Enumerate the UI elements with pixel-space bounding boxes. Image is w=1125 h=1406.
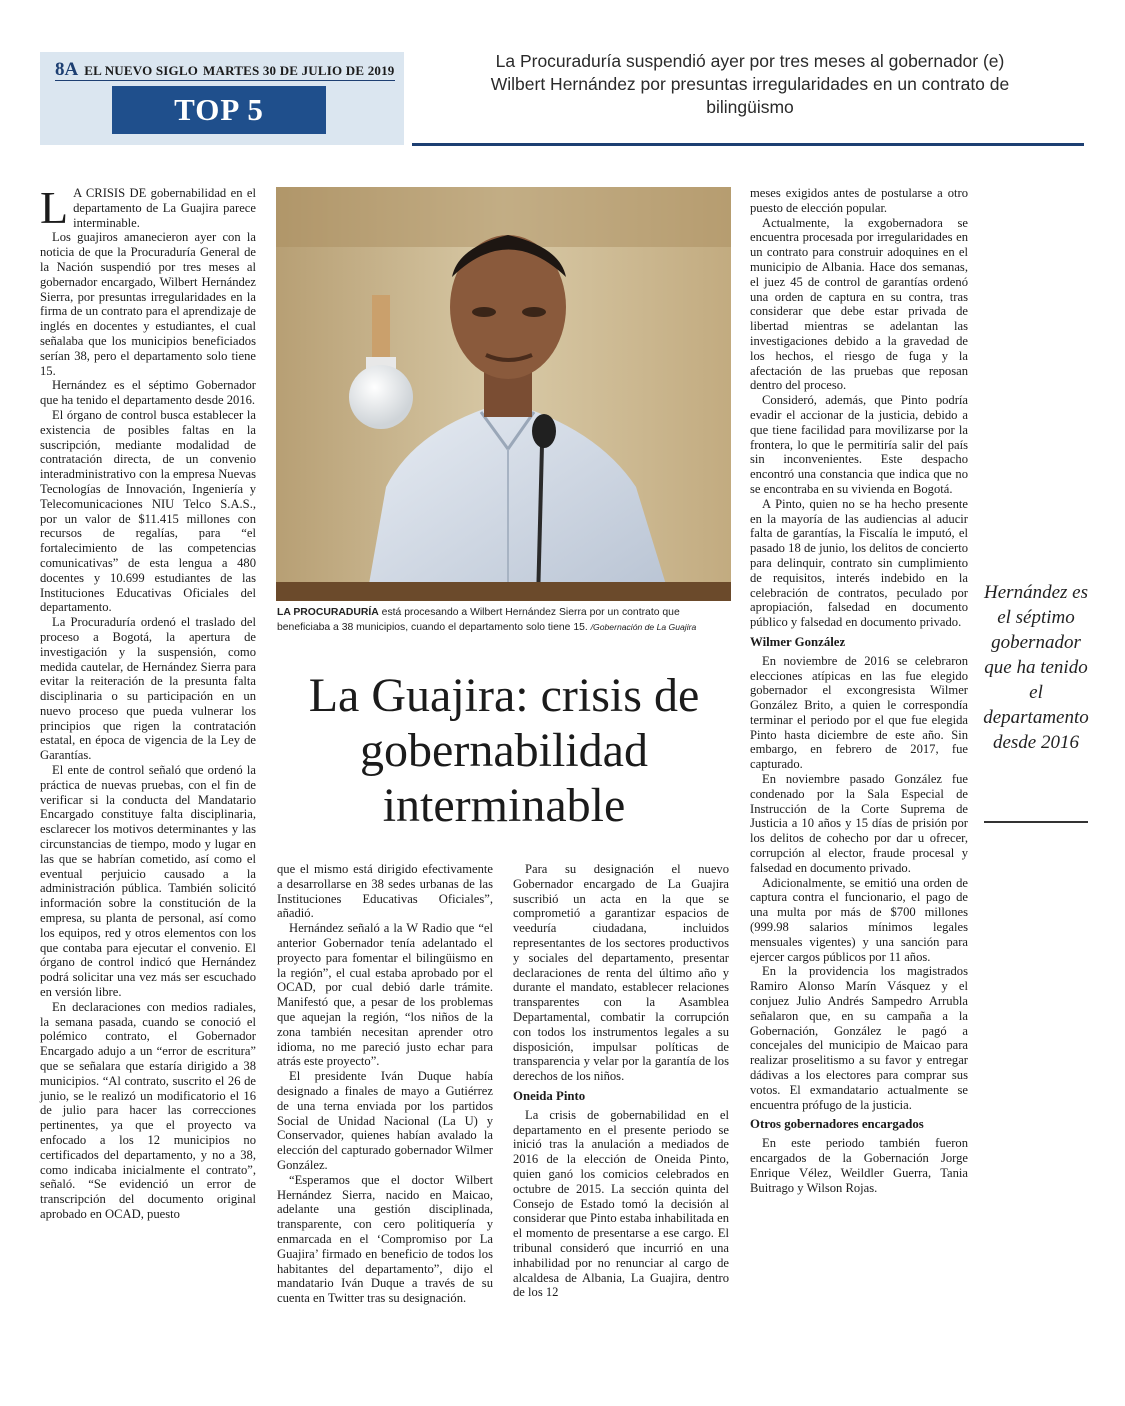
section-label: TOP 5 — [112, 86, 326, 134]
paragraph: Para su designación el nuevo Gobernador encargado de La Guajira suscribió un acta en la que se comprometió a garantizar espacios de veeduría ciudadana, incluidos representantes de los sectores productivos y sociales del departamento, presentar declaraciones de renta del último año y durante el mandato, establecer relaciones transparentes con la Asamblea Departamental, combatir la corrupción con todos los instrumentos legales a su disposición, impulsar políticas de transparencia y velar por la garantía de los derechos de los niños. — [513, 862, 729, 1084]
pull-quote-rule — [984, 821, 1088, 823]
header-rule — [412, 143, 1084, 146]
paragraph: En declaraciones con medios radiales, la semana pasada, cuando se conoció el polémico contrato, el Gobernador Encargado adujo a un “error de escritura” que se señalara que estaría dirigido a 38 municipios. “Al contrato, suscrito el 26 de junio, se le realizó un modificatorio el 16 de julio para hacer las correcciones pertinentes, ya que el proyecto va enfocado a los 12 municipios no certificados del departamento, y no a 38, como indicaba inicialmente el contrato”, señaló. “Se evidenció un error de transcripción del documento original aprobado en OCAD, puesto — [40, 999, 256, 1221]
paragraph: meses exigidos antes de postularse a otro puesto de elección popular. — [750, 186, 968, 215]
paragraph: Consideró, además, que Pinto podría evadir el accionar de la justicia, debido a que tiene facilidad para movilizarse por la frontera, lo que le permitiría salir del país sin inconvenientes. Este despacho encontró una constancia que indica que no se encontraba en su vivienda en Bogotá. — [750, 393, 968, 496]
paragraph: Adicionalmente, se emitió una orden de captura contra el funcionario, el pago de una multa por más de $700 millones (999.98 salarios mínimos legales mensuales vigentes) y una sanción para ejercer cargos públicos por 11 años. — [750, 875, 968, 964]
paragraph: A Pinto, quien no se ha hecho presente en la mayoría de las audiencias al aducir falta de garantías, la Fiscalía le imputó, el pasado 18 de junio, los delitos de concierto para delinquir, contrato sin cumplimiento de requisitos, interés indebido en la celebración de contratos, peculado por apropiación, falsedad en documento público y falsedad en documento privado. — [750, 496, 968, 630]
paragraph: La Procuraduría ordenó el traslado del proceso a Bogotá, la apertura de investigación y la suspensión, como medida cautelar, de Hernández Sierra para evitar la reiteración de la presunta falta disciplinaria o su participación en un nuevo proceso que pueda vulnerar los principios que rigen la contratación estatal, en época de vigencia de la Ley de Garantías. — [40, 615, 256, 763]
dropcap: L — [40, 182, 69, 233]
issue-date: MARTES 30 DE JULIO DE 2019 — [203, 63, 395, 78]
paragraph: El presidente Iván Duque había designado a finales de mayo a Gutiérrez de una terna enviada por los partidos Social de Unidad Nacional (La U) y Conservador, quienes habían avalado la elección del capturado gobernador Wilmer González. — [277, 1069, 493, 1172]
photo-caption: LA PROCURADURÍA está procesando a Wilbert Hernández Sierra por un contrato que beneficiaba a 38 municipios, cuando el departamento solo tiene 15. /Gobernación de La Guajira — [277, 607, 697, 633]
paragraph: Los guajiros amanecieron ayer con la noticia de que la Procuraduría General de la Nación suspendió por tres meses al gobernador encargado, Wilbert Hernández Sierra, por presuntas irregularidades en la firma de un contrato para el aprendizaje de inglés en docentes y estudiantes, el cual señalaba que los municipios beneficiados serían 38, pero el departamento solo tiene 15. — [40, 230, 256, 378]
column-2 — [277, 862, 493, 1306]
paragraph: “Esperamos que el doctor Wilbert Hernández Sierra, nacido en Maicao, adelante una gestión disciplinada, transparente, con cero politiquería y enmarcada en el ‘Compromiso por La Guajira’ firmado en beneficio de todos los habitantes del departamento”, dijo el mandatario Iván Duque a través de su cuenta en Twitter tras su designación. — [277, 1172, 493, 1306]
paragraph: El ente de control señaló que ordenó la práctica de nuevas pruebas, con el fin de verificar si la conducta del Mandatario Encargado constituye falta disciplinaria, esclarecer los motivos determinantes y las circunstancias de tiempo, modo y lugar en las que se habrían cometido, así como el eventual perjuicio causado a la administración pública. También solicitó información sobre la constitución de la empresa, su planta de personal, así como los equipos, red y otros elementos con los que contaba para ejecutar el convenio. El órgano de control indicó que Hernández podrá solicitar una vez más ser escuchado en versión libre. — [40, 763, 256, 1000]
subheading: Otros gobernadores encargados — [750, 1117, 924, 1132]
column-3 — [513, 862, 729, 1300]
folio-line — [55, 58, 395, 81]
deck: La Procuraduría suspendió ayer por tres meses al gobernador (e) Wilbert Hernández por presuntas irregularidades en un contrato de bilingüismo — [490, 51, 1010, 117]
subheading: Oneida Pinto — [513, 1088, 586, 1103]
paragraph: En noviembre de 2016 se celebraron elecciones atípicas en las fue elegido gobernador el excongresista Wilmer González Brito, a quien le correspondía terminar el periodo por el que fue elegida Pinto hasta diciembre de este año. Sin embargo, en febrero de 2017, fue capturado. — [750, 653, 968, 772]
lead-paragraph: L A CRISIS DE gobernabilidad en el departamento de La Guajira parece interminable. — [40, 182, 256, 233]
paragraph: Actualmente, la exgobernadora se encuentra procesada por irregularidades en un contrato para construir adoquines en el municipio de Albania. Hace dos semanas, el juez 45 de control de garantías ordenó una orden de captura en su contra, tras considerar que debe estar privada de libertad mientras se adelantan las investigaciones debido a la gravedad de los hechos, el riesgo de fuga y la afectación de las pruebas que reposan dentro del proceso. — [750, 215, 968, 393]
news-photo — [276, 187, 731, 601]
paragraph: En noviembre pasado González fue condenado por la Sala Especial de Instrucción de la Corte Suprema de Justicia a 10 años y 15 días de prisión por los delitos de cohecho por dar u ofrecer, corrupción al elector, fraude procesal y falsedad en documento privado. — [750, 772, 968, 875]
newspaper-name: EL NUEVO SIGLO — [84, 63, 199, 78]
page-number: 8A — [55, 59, 79, 80]
paragraph: Hernández es el séptimo Gobernador que ha tenido el departamento desde 2016. — [40, 378, 256, 408]
paragraph: Hernández señaló a la W Radio que “el anterior Gobernador tenía adelantado el proyecto para fomentar el bilingüismo en la región”, el cual estaba aprobado por el OCAD, por cual debió darle trámite. Manifestó que, a pesar de los problemas que aquejan la región, “los niños de la zona también necesitan aprender otro idioma, no me pareció justo echar para atrás este proyecto”. — [277, 921, 493, 1069]
headline: La Guajira: crisis de gobernabilidad interminable — [308, 669, 700, 832]
paragraph: En la providencia los magistrados Ramiro Alonso Marín Vásquez y el conjuez Julio Andrés Sampedro Arrubla señalaron que, en su campaña a la Gobernación, González le pagó a concejales del municipio de Maicao para realizar proselitismo a su favor y entregar dádivas a los electores para comprar sus votos. El exmandatario actualmente se encuentra prófugo de la justicia. — [750, 964, 968, 1112]
photo-credit: /Gobernación de La Guajira — [590, 622, 697, 632]
column-1 — [40, 182, 256, 1222]
paragraph: que el mismo está dirigido efectivamente a desarrollarse en 38 sedes urbanas de las Instituciones Educativas Oficiales”, añadió. — [277, 862, 493, 921]
column-4 — [750, 186, 968, 1195]
paragraph: El órgano de control busca establecer la existencia de posibles faltas en la suscripción, mediante modalidad de contratación directa, de un convenio interadministrativo con la empresa Nuevas Tecnologías de Innovación, Ingeniería y Telecomunicaciones NIU Telco S.A.S., por un valor de $11.415 millones con recursos de regalías, para “el fortalecimiento de las competencias comunicativas” de esta lengua a 480 docentes y 10.699 estudiantes de las Instituciones Educativas Oficiales del departamento. — [40, 407, 256, 615]
subheading: Wilmer González — [750, 634, 846, 649]
pull-quote: Hernández es el séptimo gobernador que ha tenido el departamento desde 2016 — [983, 582, 1089, 753]
paragraph: En este periodo también fueron encargados de la Gobernación Jorge Enrique Vélez, Weildler Guerra, Tania Buitrago y Wilson Rojas. — [750, 1136, 968, 1195]
photo-illustration — [276, 187, 731, 601]
paragraph: La crisis de gobernabilidad en el departamento en el presente periodo se inició tras la anulación a mediados de 2016 de la elección de Oneida Pinto, quien ganó los comicios celebrados en octubre de 2015. La sección quinta del Consejo de Estado tomó la decisión al considerar que Pinto estaba inhabilitada en el momento de presentarse a ese cargo. El tribunal consideró que incurrió en una inhabilidad por no renunciar al cargo de alcaldesa de Albania, La Guajira, dentro de los 12 — [513, 1107, 729, 1300]
